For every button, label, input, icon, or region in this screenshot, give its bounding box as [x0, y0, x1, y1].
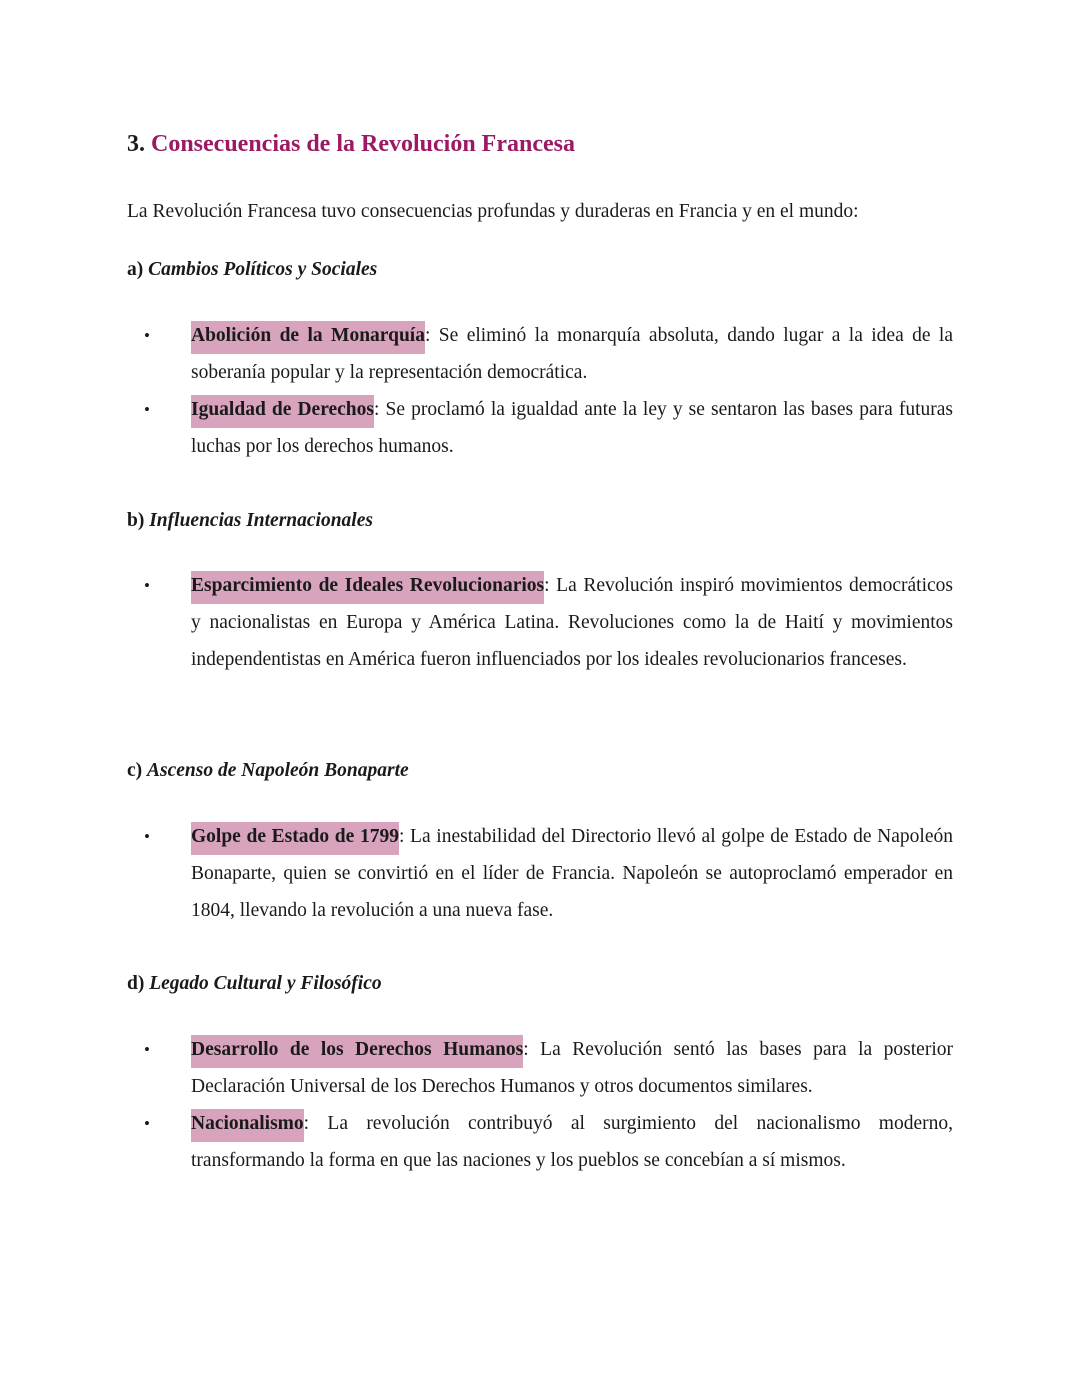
- subsection-name: Influencias Internacionales: [149, 510, 373, 531]
- item-text: Se eliminó la monarquía absoluta, dando lugar a la idea de la soberanía popular y la representación democrática.: [191, 325, 953, 383]
- subsection-name: Ascenso de Napoleón Bonaparte: [147, 760, 409, 781]
- bullet-icon: •: [144, 827, 150, 846]
- list-item: • Desarrollo de los Derechos Humanos: La Revolución sentó las bases para la posterior Declaración Universal de los Derechos Humanos y otros documentos similares.: [127, 1031, 953, 1105]
- section-heading: [127, 127, 575, 161]
- subsection-title-b: [127, 506, 373, 536]
- bullet-icon: •: [144, 1114, 150, 1133]
- item-text: Se proclamó la igualdad ante la ley y se sentaron las bases para futuras luchas por los derechos humanos.: [191, 399, 954, 457]
- intro-paragraph: La Revolución Francesa tuvo consecuencias profundas y duraderas en Francia y en el mundo:: [127, 201, 859, 222]
- bullet-icon: •: [144, 576, 150, 595]
- subsection-title-d: [127, 969, 382, 999]
- bullet-icon: •: [144, 326, 150, 345]
- heading-number: 3.: [127, 131, 145, 157]
- bullet-list-a: [127, 317, 953, 465]
- bullet-list-c: [127, 818, 953, 929]
- subsection-name: Legado Cultural y Filosófico: [149, 973, 382, 994]
- list-item: • Esparcimiento de Ideales Revolucionarios: La Revolución inspiró movimientos democráticos y nacionalistas en Europa y América Latina. Revoluciones como la de Haití y movimientos independentistas en América fueron influenciados por los ideales revolucionarios franceses.: [127, 567, 953, 678]
- subsection-name: Cambios Políticos y Sociales: [148, 259, 378, 280]
- list-item: • Abolición de la Monarquía: Se eliminó la monarquía absoluta, dando lugar a la idea de la soberanía popular y la representación democrática.: [127, 317, 953, 391]
- item-text: La Revolución inspiró movimientos democráticos y nacionalistas en Europa y América Latina. Revoluciones como la de Haití y movimientos independentistas en América fueron influenciados por los ideales revolucionarios franceses.: [191, 575, 953, 670]
- list-item: • Golpe de Estado de 1799: La inestabilidad del Directorio llevó al golpe de Estado de Napoleón Bonaparte, quien se convirtió en el líder de Francia. Napoleón se autoproclamó emperador en 1804, llevando la revolución a una nueva fase.: [127, 818, 953, 929]
- bullet-icon: •: [144, 400, 150, 419]
- highlighted-term: Igualdad de Derechos: [191, 395, 374, 428]
- highlighted-term: Esparcimiento de Ideales Revolucionarios: [191, 571, 544, 604]
- subsection-letter: c): [127, 760, 143, 781]
- subsection-title-a: [127, 255, 377, 285]
- highlighted-term: Nacionalismo: [191, 1109, 304, 1142]
- subsection-letter: b): [127, 510, 145, 531]
- bullet-icon: •: [144, 1040, 150, 1059]
- highlighted-term: Abolición de la Monarquía: [191, 321, 425, 354]
- highlighted-term: Golpe de Estado de 1799: [191, 822, 399, 855]
- item-text: La Revolución sentó las bases para la posterior Declaración Universal de los Derechos Humanos y otros documentos similares.: [191, 1039, 953, 1097]
- subsection-title-c: [127, 756, 409, 786]
- bullet-list-d: [127, 1031, 953, 1179]
- heading-title: Consecuencias de la Revolución Francesa: [151, 131, 575, 157]
- item-text: La revolución contribuyó al surgimiento del nacionalismo moderno, transformando la forma en que las naciones y los pueblos se concebían a sí mismos.: [191, 1113, 953, 1171]
- bullet-list-b: [127, 567, 953, 678]
- list-item: • Igualdad de Derechos: Se proclamó la igualdad ante la ley y se sentaron las bases para futuras luchas por los derechos humanos.: [127, 391, 953, 465]
- highlighted-term: Desarrollo de los Derechos Humanos: [191, 1035, 523, 1068]
- item-text: La inestabilidad del Directorio llevó al golpe de Estado de Napoleón Bonaparte, quien se convirtió en el líder de Francia. Napoleón se autoproclamó emperador en 1804, llevando la revolución a una nueva fase.: [191, 826, 953, 921]
- list-item: • Nacionalismo: La revolución contribuyó al surgimiento del nacionalismo moderno, transformando la forma en que las naciones y los pueblos se concebían a sí mismos.: [127, 1105, 953, 1179]
- subsection-letter: d): [127, 973, 145, 994]
- subsection-letter: a): [127, 259, 144, 280]
